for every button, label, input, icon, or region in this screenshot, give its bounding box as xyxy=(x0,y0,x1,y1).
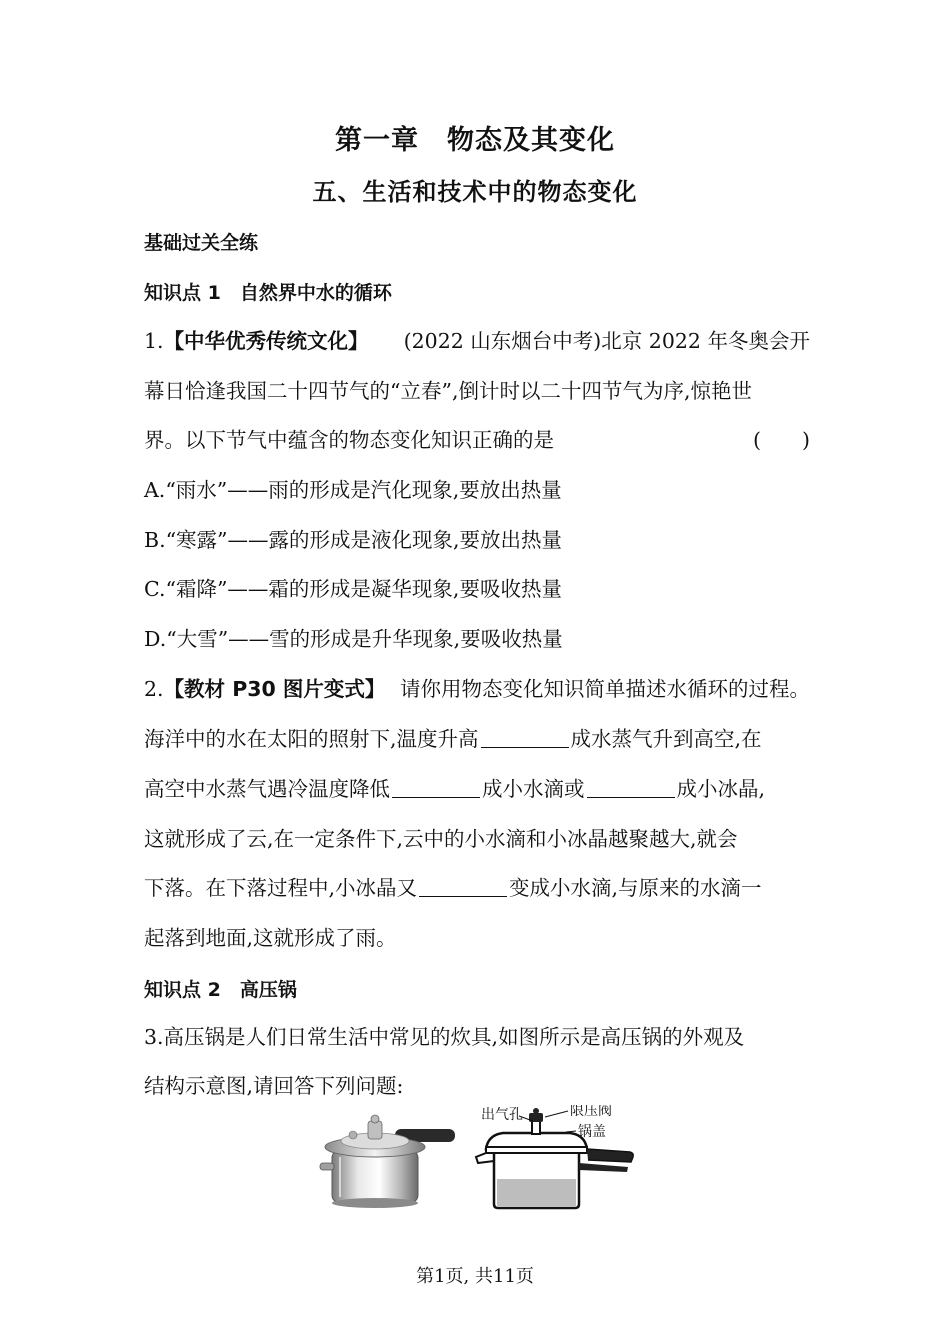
q1-option-b: B.“寒露”——露的形成是液化现象,要放出热量 xyxy=(144,528,563,552)
pressure-cooker-figure-svg xyxy=(0,1105,950,1215)
q2-line-2 xyxy=(144,724,810,754)
chapter-title: 第一章 物态及其变化 xyxy=(335,125,615,156)
knowledge-point-2-heading: 知识点 2 高压锅 xyxy=(144,979,297,1001)
label-lid: 锅盖 xyxy=(578,1124,606,1140)
q2-tag: 【教材 P30 图片变式】 xyxy=(163,677,386,701)
knowledge-point-1-heading: 知识点 1 自然界中水的循环 xyxy=(144,282,392,304)
q1-line-3-text: 界。以下节气中蕴含的物态变化知识正确的是 xyxy=(144,428,554,452)
q2-line-2-a: 海洋中的水在太阳的照射下,温度升高 xyxy=(144,727,479,751)
q2-line-5-b: 变成小水滴,与原来的水滴一 xyxy=(509,876,762,900)
q1-line-3 xyxy=(144,425,810,455)
pressure-cooker-photo xyxy=(320,1115,455,1208)
q2-line-3-b: 成小水滴或 xyxy=(482,777,585,801)
q1-answer-paren: ( ) xyxy=(753,428,810,452)
q2-line-4: 这就形成了云,在一定条件下,云中的小水滴和小冰晶越聚越大,就会 xyxy=(144,827,738,851)
q2-line-5 xyxy=(144,873,810,903)
q1-option-a: A.“雨水”——雨的形成是汽化现象,要放出热量 xyxy=(144,478,562,502)
q1-line-1-text: (2022 山东烟台中考)北京 2022 年冬奥会开 xyxy=(403,329,810,353)
pressure-cooker-figures xyxy=(0,1105,950,1215)
q2-line-1 xyxy=(144,674,810,704)
q2-blank-1[interactable] xyxy=(481,727,569,748)
q2-line-6: 起落到地面,这就形成了雨。 xyxy=(144,926,397,950)
q2-line-3 xyxy=(144,774,810,804)
q2-line-3-c: 成小冰晶, xyxy=(676,777,766,801)
q1-line-1 xyxy=(144,326,810,356)
q3-line-2: 结构示意图,请回答下列问题: xyxy=(144,1074,404,1098)
q2-line-5-a: 下落。在下落过程中,小冰晶又 xyxy=(144,876,418,900)
q2-blank-4[interactable] xyxy=(419,876,507,897)
q2-line-3-a: 高空中水蒸气遇冷温度降低 xyxy=(144,777,390,801)
q1-option-d: D.“大雪”——雪的形成是升华现象,要吸收热量 xyxy=(144,627,563,651)
q3-line-1: 3.高压锅是人们日常生活中常见的炊具,如图所示是高压锅的外观及 xyxy=(144,1025,745,1049)
q2-blank-2[interactable] xyxy=(392,777,480,798)
section-title: 五、生活和技术中的物态变化 xyxy=(312,178,638,206)
label-valve: 限压阀 xyxy=(570,1105,612,1119)
q1-tag: 【中华优秀传统文化】 xyxy=(163,329,369,353)
q2-line-1-text: 请你用物态变化知识简单描述水循环的过程。 xyxy=(400,677,810,701)
label-vent: 出气孔 xyxy=(481,1107,523,1123)
q1-option-c: C.“霜降”——霜的形成是凝华现象,要吸收热量 xyxy=(144,577,562,601)
practice-heading: 基础过关全练 xyxy=(144,232,259,254)
q2-line-2-b: 成水蒸气升到高空,在 xyxy=(570,727,762,751)
q1-number: 1. xyxy=(144,329,164,353)
q1-line-2: 幕日恰逢我国二十四节气的“立春”,倒计时以二十四节气为序,惊艳世 xyxy=(144,379,752,403)
q2-blank-3[interactable] xyxy=(587,777,675,798)
q2-number: 2. xyxy=(144,677,164,701)
pressure-cooker-diagram xyxy=(476,1105,633,1208)
page-footer: 第1页, 共11页 xyxy=(416,1266,534,1287)
